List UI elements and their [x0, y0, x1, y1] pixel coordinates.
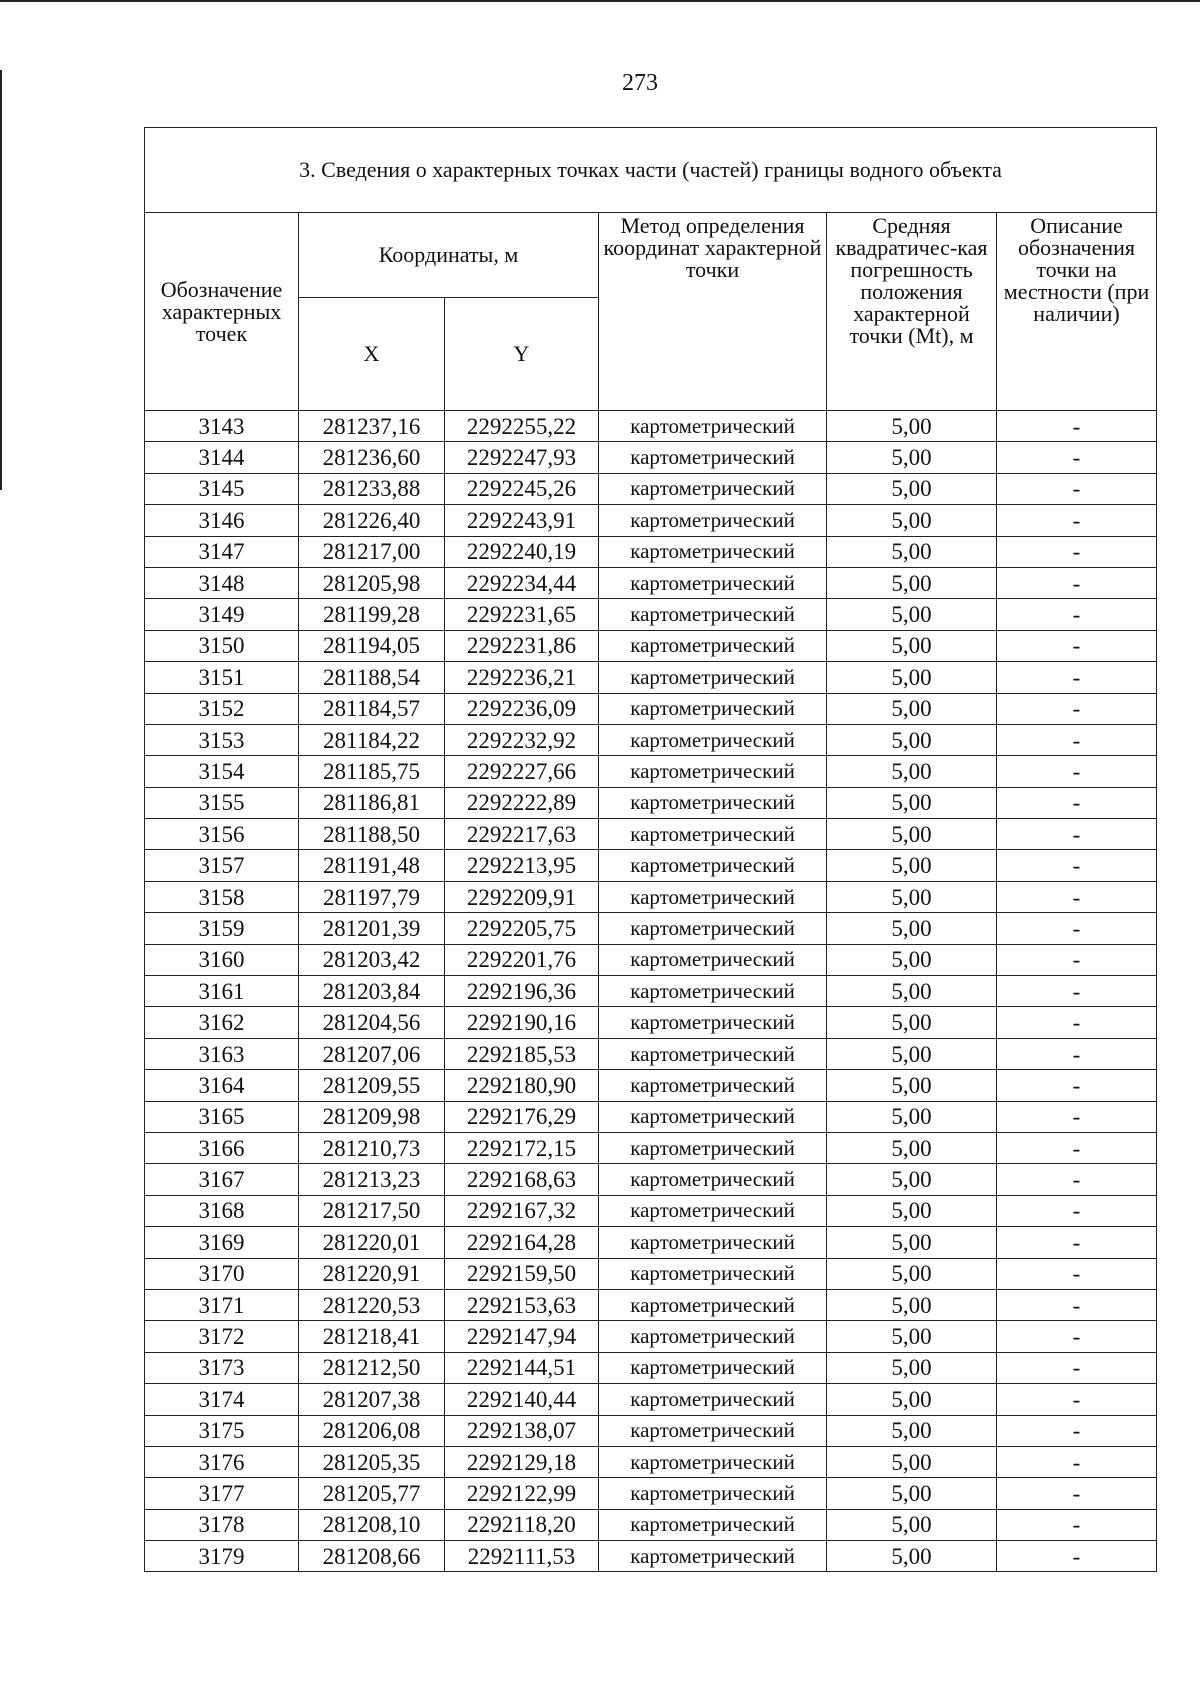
- point-id-cell: 3160: [145, 944, 299, 975]
- table-row: [145, 724, 1157, 755]
- point-id-cell: 3161: [145, 976, 299, 1007]
- x-coordinate-cell: 281217,00: [299, 536, 445, 567]
- x-coordinate-cell: 281184,57: [299, 693, 445, 724]
- description-cell: -: [997, 1446, 1157, 1477]
- description-cell: -: [997, 756, 1157, 787]
- x-coordinate-cell: 281208,10: [299, 1509, 445, 1540]
- y-coordinate-cell: 2292243,91: [445, 505, 599, 536]
- accuracy-cell: 5,00: [827, 819, 997, 850]
- accuracy-cell: 5,00: [827, 1195, 997, 1226]
- x-coordinate-cell: 281237,16: [299, 411, 445, 442]
- description-cell: -: [997, 630, 1157, 661]
- y-coordinate-cell: 2292153,63: [445, 1289, 599, 1320]
- point-id-cell: 3167: [145, 1164, 299, 1195]
- boundary-points-table: [144, 127, 1157, 1572]
- accuracy-cell: 5,00: [827, 1258, 997, 1289]
- description-cell: -: [997, 473, 1157, 504]
- point-id-cell: 3162: [145, 1007, 299, 1038]
- x-coordinate-cell: 281207,38: [299, 1384, 445, 1415]
- x-coordinate-cell: 281206,08: [299, 1415, 445, 1446]
- table-row: [145, 1415, 1157, 1446]
- table-row: [145, 1509, 1157, 1540]
- description-cell: -: [997, 505, 1157, 536]
- method-cell: картометрический: [599, 1070, 827, 1101]
- accuracy-cell: 5,00: [827, 1289, 997, 1320]
- method-cell: картометрический: [599, 1478, 827, 1509]
- accuracy-cell: 5,00: [827, 1415, 997, 1446]
- x-coordinate-cell: 281201,39: [299, 913, 445, 944]
- x-coordinate-cell: 281226,40: [299, 505, 445, 536]
- y-coordinate-cell: 2292185,53: [445, 1038, 599, 1069]
- y-coordinate-cell: 2292180,90: [445, 1070, 599, 1101]
- method-cell: картометрический: [599, 1509, 827, 1540]
- accuracy-cell: 5,00: [827, 1164, 997, 1195]
- method-cell: картометрический: [599, 724, 827, 755]
- x-coordinate-cell: 281208,66: [299, 1541, 445, 1572]
- page-number: 273: [622, 70, 658, 96]
- point-id-cell: 3178: [145, 1509, 299, 1540]
- accuracy-cell: 5,00: [827, 1227, 997, 1258]
- description-cell: -: [997, 881, 1157, 912]
- x-coordinate-cell: 281184,22: [299, 724, 445, 755]
- y-coordinate-cell: 2292227,66: [445, 756, 599, 787]
- y-coordinate-cell: 2292231,65: [445, 599, 599, 630]
- accuracy-cell: 5,00: [827, 1478, 997, 1509]
- method-cell: картометрический: [599, 1415, 827, 1446]
- accuracy-cell: 5,00: [827, 411, 997, 442]
- description-cell: -: [997, 662, 1157, 693]
- point-id-cell: 3177: [145, 1478, 299, 1509]
- description-cell: -: [997, 567, 1157, 598]
- accuracy-cell: 5,00: [827, 1321, 997, 1352]
- method-cell: картометрический: [599, 787, 827, 818]
- description-cell: -: [997, 1070, 1157, 1101]
- y-coordinate-cell: 2292122,99: [445, 1478, 599, 1509]
- y-coordinate-cell: 2292222,89: [445, 787, 599, 818]
- point-id-cell: 3155: [145, 787, 299, 818]
- accuracy-cell: 5,00: [827, 599, 997, 630]
- accuracy-cell: 5,00: [827, 1038, 997, 1069]
- y-coordinate-cell: 2292164,28: [445, 1227, 599, 1258]
- accuracy-cell: 5,00: [827, 473, 997, 504]
- header-y: Y: [445, 298, 599, 411]
- table-row: [145, 1101, 1157, 1132]
- y-coordinate-cell: 2292240,19: [445, 536, 599, 567]
- description-cell: -: [997, 1289, 1157, 1320]
- header-method: Метод определения координат характерной точки: [599, 213, 827, 411]
- point-id-cell: 3152: [145, 693, 299, 724]
- point-id-cell: 3151: [145, 662, 299, 693]
- y-coordinate-cell: 2292129,18: [445, 1446, 599, 1477]
- y-coordinate-cell: 2292255,22: [445, 411, 599, 442]
- description-cell: -: [997, 819, 1157, 850]
- point-id-cell: 3173: [145, 1352, 299, 1383]
- y-coordinate-cell: 2292232,92: [445, 724, 599, 755]
- method-cell: картометрический: [599, 567, 827, 598]
- point-id-cell: 3143: [145, 411, 299, 442]
- table-row: [145, 1007, 1157, 1038]
- description-cell: -: [997, 411, 1157, 442]
- y-coordinate-cell: 2292111,53: [445, 1541, 599, 1572]
- accuracy-cell: 5,00: [827, 913, 997, 944]
- accuracy-cell: 5,00: [827, 1541, 997, 1572]
- x-coordinate-cell: 281236,60: [299, 442, 445, 473]
- point-id-cell: 3150: [145, 630, 299, 661]
- y-coordinate-cell: 2292196,36: [445, 976, 599, 1007]
- y-coordinate-cell: 2292209,91: [445, 881, 599, 912]
- description-cell: -: [997, 1195, 1157, 1226]
- header-x: X: [299, 298, 445, 411]
- point-id-cell: 3157: [145, 850, 299, 881]
- point-id-cell: 3154: [145, 756, 299, 787]
- table-row: [145, 1446, 1157, 1477]
- description-cell: -: [997, 850, 1157, 881]
- x-coordinate-cell: 281204,56: [299, 1007, 445, 1038]
- x-coordinate-cell: 281205,98: [299, 567, 445, 598]
- y-coordinate-cell: 2292245,26: [445, 473, 599, 504]
- y-coordinate-cell: 2292176,29: [445, 1101, 599, 1132]
- table-row: [145, 693, 1157, 724]
- description-cell: -: [997, 1415, 1157, 1446]
- table-row: [145, 599, 1157, 630]
- point-id-cell: 3164: [145, 1070, 299, 1101]
- method-cell: картометрический: [599, 1352, 827, 1383]
- x-coordinate-cell: 281191,48: [299, 850, 445, 881]
- x-coordinate-cell: 281233,88: [299, 473, 445, 504]
- header-accuracy: Средняя квадратичес-кая погрешность положения характерной точки (Mt), м: [827, 213, 997, 411]
- table-row: [145, 1164, 1157, 1195]
- table-row: [145, 944, 1157, 975]
- point-id-cell: 3144: [145, 442, 299, 473]
- description-cell: -: [997, 1321, 1157, 1352]
- accuracy-cell: 5,00: [827, 630, 997, 661]
- description-cell: -: [997, 1478, 1157, 1509]
- y-coordinate-cell: 2292231,86: [445, 630, 599, 661]
- description-cell: -: [997, 1007, 1157, 1038]
- y-coordinate-cell: 2292118,20: [445, 1509, 599, 1540]
- point-id-cell: 3159: [145, 913, 299, 944]
- method-cell: картометрический: [599, 1007, 827, 1038]
- table-row: [145, 1070, 1157, 1101]
- y-coordinate-cell: 2292190,16: [445, 1007, 599, 1038]
- y-coordinate-cell: 2292234,44: [445, 567, 599, 598]
- y-coordinate-cell: 2292168,63: [445, 1164, 599, 1195]
- accuracy-cell: 5,00: [827, 693, 997, 724]
- method-cell: картометрический: [599, 1195, 827, 1226]
- table-row: [145, 630, 1157, 661]
- accuracy-cell: 5,00: [827, 662, 997, 693]
- table-row: [145, 1352, 1157, 1383]
- description-cell: -: [997, 442, 1157, 473]
- description-cell: -: [997, 787, 1157, 818]
- point-id-cell: 3174: [145, 1384, 299, 1415]
- x-coordinate-cell: 281199,28: [299, 599, 445, 630]
- header-designation: Обозначение характерных точек: [145, 213, 299, 411]
- description-cell: -: [997, 1541, 1157, 1572]
- method-cell: картометрический: [599, 442, 827, 473]
- description-cell: -: [997, 693, 1157, 724]
- x-coordinate-cell: 281207,06: [299, 1038, 445, 1069]
- y-coordinate-cell: 2292217,63: [445, 819, 599, 850]
- table-row: [145, 1321, 1157, 1352]
- x-coordinate-cell: 281205,35: [299, 1446, 445, 1477]
- accuracy-cell: 5,00: [827, 1132, 997, 1163]
- x-coordinate-cell: 281213,23: [299, 1164, 445, 1195]
- method-cell: картометрический: [599, 473, 827, 504]
- scan-edge-top: [0, 0, 1200, 2]
- point-id-cell: 3153: [145, 724, 299, 755]
- accuracy-cell: 5,00: [827, 505, 997, 536]
- method-cell: картометрический: [599, 505, 827, 536]
- method-cell: картометрический: [599, 881, 827, 912]
- table-row: [145, 1227, 1157, 1258]
- table-row: [145, 881, 1157, 912]
- method-cell: картометрический: [599, 1321, 827, 1352]
- y-coordinate-cell: 2292205,75: [445, 913, 599, 944]
- method-cell: картометрический: [599, 756, 827, 787]
- table-row: [145, 913, 1157, 944]
- method-cell: картометрический: [599, 693, 827, 724]
- method-cell: картометрический: [599, 1258, 827, 1289]
- scan-edge-left: [0, 70, 2, 490]
- accuracy-cell: 5,00: [827, 756, 997, 787]
- point-id-cell: 3171: [145, 1289, 299, 1320]
- x-coordinate-cell: 281197,79: [299, 881, 445, 912]
- accuracy-cell: 5,00: [827, 881, 997, 912]
- table-row: [145, 1038, 1157, 1069]
- method-cell: картометрический: [599, 411, 827, 442]
- accuracy-cell: 5,00: [827, 1446, 997, 1477]
- y-coordinate-cell: 2292144,51: [445, 1352, 599, 1383]
- method-cell: картометрический: [599, 1132, 827, 1163]
- accuracy-cell: 5,00: [827, 976, 997, 1007]
- accuracy-cell: 5,00: [827, 1509, 997, 1540]
- x-coordinate-cell: 281218,41: [299, 1321, 445, 1352]
- accuracy-cell: 5,00: [827, 724, 997, 755]
- x-coordinate-cell: 281220,91: [299, 1258, 445, 1289]
- method-cell: картометрический: [599, 1541, 827, 1572]
- description-cell: -: [997, 1101, 1157, 1132]
- section-title: 3. Сведения о характерных точках части (частей) границы водного объекта: [145, 128, 1157, 213]
- table-row: [145, 976, 1157, 1007]
- method-cell: картометрический: [599, 1101, 827, 1132]
- table-row: [145, 567, 1157, 598]
- accuracy-cell: 5,00: [827, 442, 997, 473]
- x-coordinate-cell: 281203,84: [299, 976, 445, 1007]
- table-row: [145, 1384, 1157, 1415]
- table-row: [145, 1132, 1157, 1163]
- method-cell: картометрический: [599, 536, 827, 567]
- point-id-cell: 3149: [145, 599, 299, 630]
- method-cell: картометрический: [599, 1164, 827, 1195]
- x-coordinate-cell: 281220,53: [299, 1289, 445, 1320]
- table-row: [145, 1258, 1157, 1289]
- point-id-cell: 3176: [145, 1446, 299, 1477]
- x-coordinate-cell: 281212,50: [299, 1352, 445, 1383]
- description-cell: -: [997, 1352, 1157, 1383]
- table-row: [145, 662, 1157, 693]
- description-cell: -: [997, 1384, 1157, 1415]
- table-row: [145, 442, 1157, 473]
- table-row: [145, 505, 1157, 536]
- table-row: [145, 1289, 1157, 1320]
- method-cell: картометрический: [599, 1227, 827, 1258]
- point-id-cell: 3165: [145, 1101, 299, 1132]
- table-row: [145, 1541, 1157, 1572]
- x-coordinate-cell: 281210,73: [299, 1132, 445, 1163]
- accuracy-cell: 5,00: [827, 787, 997, 818]
- y-coordinate-cell: 2292247,93: [445, 442, 599, 473]
- point-id-cell: 3170: [145, 1258, 299, 1289]
- description-cell: -: [997, 1038, 1157, 1069]
- x-coordinate-cell: 281209,98: [299, 1101, 445, 1132]
- table-row: [145, 1478, 1157, 1509]
- x-coordinate-cell: 281194,05: [299, 630, 445, 661]
- table-row: [145, 473, 1157, 504]
- point-id-cell: 3172: [145, 1321, 299, 1352]
- y-coordinate-cell: 2292172,15: [445, 1132, 599, 1163]
- table-row: [145, 787, 1157, 818]
- point-id-cell: 3147: [145, 536, 299, 567]
- y-coordinate-cell: 2292138,07: [445, 1415, 599, 1446]
- accuracy-cell: 5,00: [827, 1101, 997, 1132]
- accuracy-cell: 5,00: [827, 1352, 997, 1383]
- accuracy-cell: 5,00: [827, 567, 997, 598]
- method-cell: картометрический: [599, 1038, 827, 1069]
- point-id-cell: 3156: [145, 819, 299, 850]
- accuracy-cell: 5,00: [827, 1007, 997, 1038]
- method-cell: картометрический: [599, 1384, 827, 1415]
- point-id-cell: 3169: [145, 1227, 299, 1258]
- table-row: [145, 819, 1157, 850]
- description-cell: -: [997, 536, 1157, 567]
- x-coordinate-cell: 281205,77: [299, 1478, 445, 1509]
- x-coordinate-cell: 281217,50: [299, 1195, 445, 1226]
- y-coordinate-cell: 2292236,21: [445, 662, 599, 693]
- description-cell: -: [997, 1164, 1157, 1195]
- description-cell: -: [997, 1258, 1157, 1289]
- description-cell: -: [997, 1227, 1157, 1258]
- table-row: [145, 411, 1157, 442]
- table-row: [145, 756, 1157, 787]
- point-id-cell: 3158: [145, 881, 299, 912]
- point-id-cell: 3145: [145, 473, 299, 504]
- point-id-cell: 3175: [145, 1415, 299, 1446]
- x-coordinate-cell: 281209,55: [299, 1070, 445, 1101]
- table-row: [145, 536, 1157, 567]
- description-cell: -: [997, 1132, 1157, 1163]
- y-coordinate-cell: 2292213,95: [445, 850, 599, 881]
- accuracy-cell: 5,00: [827, 1384, 997, 1415]
- point-id-cell: 3163: [145, 1038, 299, 1069]
- method-cell: картометрический: [599, 944, 827, 975]
- method-cell: картометрический: [599, 1289, 827, 1320]
- y-coordinate-cell: 2292147,94: [445, 1321, 599, 1352]
- method-cell: картометрический: [599, 662, 827, 693]
- x-coordinate-cell: 281203,42: [299, 944, 445, 975]
- description-cell: -: [997, 944, 1157, 975]
- accuracy-cell: 5,00: [827, 850, 997, 881]
- description-cell: -: [997, 913, 1157, 944]
- method-cell: картометрический: [599, 913, 827, 944]
- accuracy-cell: 5,00: [827, 944, 997, 975]
- point-id-cell: 3166: [145, 1132, 299, 1163]
- y-coordinate-cell: 2292159,50: [445, 1258, 599, 1289]
- method-cell: картометрический: [599, 976, 827, 1007]
- point-id-cell: 3179: [145, 1541, 299, 1572]
- description-cell: -: [997, 724, 1157, 755]
- point-id-cell: 3168: [145, 1195, 299, 1226]
- method-cell: картометрический: [599, 630, 827, 661]
- table-row: [145, 1195, 1157, 1226]
- description-cell: -: [997, 1509, 1157, 1540]
- description-cell: -: [997, 599, 1157, 630]
- table-body: [145, 411, 1157, 1572]
- x-coordinate-cell: 281186,81: [299, 787, 445, 818]
- y-coordinate-cell: 2292167,32: [445, 1195, 599, 1226]
- header-description: Описание обозначения точки на местности (при наличии): [997, 213, 1157, 411]
- method-cell: картометрический: [599, 599, 827, 630]
- y-coordinate-cell: 2292201,76: [445, 944, 599, 975]
- description-cell: -: [997, 976, 1157, 1007]
- x-coordinate-cell: 281220,01: [299, 1227, 445, 1258]
- header-coordinates: Координаты, м: [299, 213, 599, 298]
- method-cell: картометрический: [599, 1446, 827, 1477]
- y-coordinate-cell: 2292236,09: [445, 693, 599, 724]
- x-coordinate-cell: 281188,50: [299, 819, 445, 850]
- y-coordinate-cell: 2292140,44: [445, 1384, 599, 1415]
- x-coordinate-cell: 281188,54: [299, 662, 445, 693]
- point-id-cell: 3146: [145, 505, 299, 536]
- method-cell: картометрический: [599, 819, 827, 850]
- accuracy-cell: 5,00: [827, 1070, 997, 1101]
- point-id-cell: 3148: [145, 567, 299, 598]
- accuracy-cell: 5,00: [827, 536, 997, 567]
- method-cell: картометрический: [599, 850, 827, 881]
- x-coordinate-cell: 281185,75: [299, 756, 445, 787]
- table-row: [145, 850, 1157, 881]
